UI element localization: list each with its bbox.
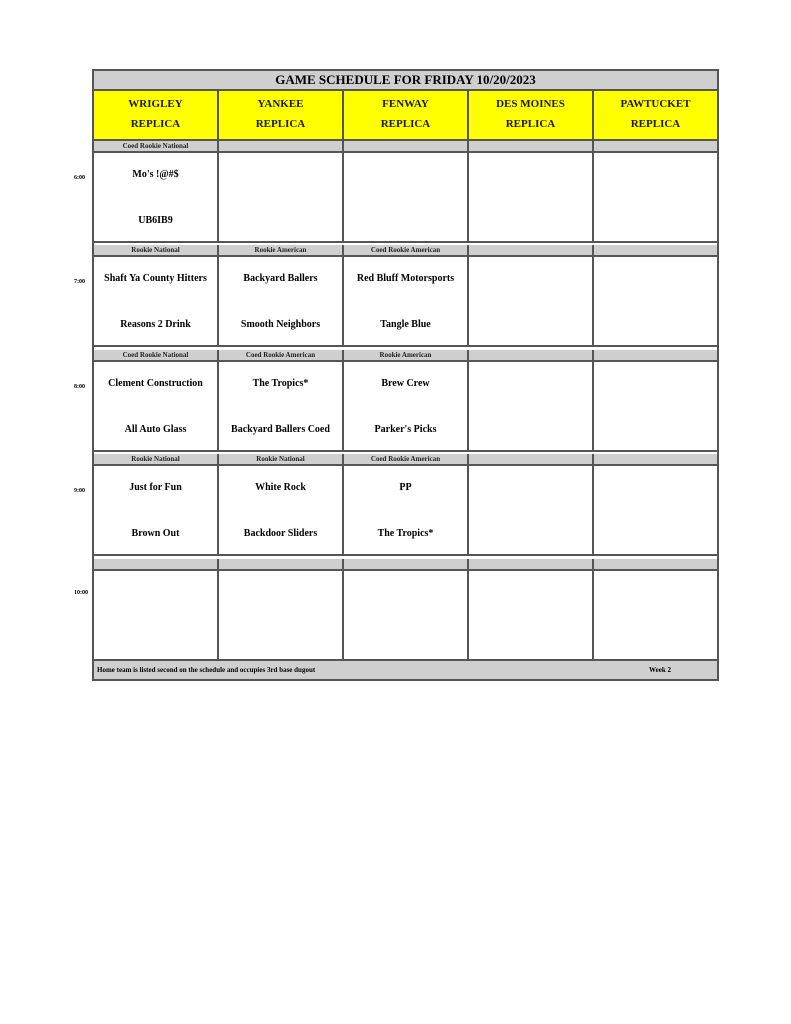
- division-label: [219, 559, 344, 569]
- away-team: Just for Fun: [129, 482, 182, 493]
- field-name: YANKEE: [257, 98, 304, 110]
- game-cell: [344, 257, 469, 345]
- division-label: [594, 141, 717, 151]
- division-row: [94, 559, 717, 571]
- field-sub: REPLICA: [130, 118, 181, 130]
- division-row: [94, 141, 717, 153]
- home-team: Reasons 2 Drink: [120, 319, 191, 330]
- away-team: The Tropics*: [252, 378, 309, 389]
- game-cell: [219, 466, 344, 554]
- game-cell: [469, 466, 594, 554]
- division-label: [469, 454, 594, 464]
- division-row: [94, 245, 717, 257]
- field-name: FENWAY: [382, 98, 429, 110]
- division-row: [94, 350, 717, 362]
- away-team: Brew Crew: [381, 378, 430, 389]
- time-label: 7:00: [74, 279, 85, 285]
- game-cell: [344, 153, 469, 241]
- game-cell: [219, 257, 344, 345]
- division-label: [594, 454, 717, 464]
- time-slot-block: [94, 454, 717, 556]
- home-team: Brown Out: [131, 528, 180, 539]
- division-label: [469, 350, 594, 360]
- game-row: [94, 466, 717, 556]
- game-cell: [469, 571, 594, 659]
- division-label: Rookie National: [219, 454, 344, 464]
- field-name: WRIGLEY: [128, 98, 183, 110]
- game-row: [94, 257, 717, 347]
- game-cell: [594, 153, 717, 241]
- time-slot-block: [94, 559, 717, 661]
- time-label: 8:00: [74, 384, 85, 390]
- game-cell: [219, 571, 344, 659]
- game-cell: [594, 362, 717, 450]
- field-name: DES MOINES: [496, 98, 565, 110]
- game-row: [94, 571, 717, 661]
- division-label: [594, 350, 717, 360]
- division-label: [344, 141, 469, 151]
- away-team: Shaft Ya County Hitters: [104, 273, 207, 284]
- game-cell: [94, 257, 219, 345]
- game-cell: [344, 362, 469, 450]
- field-header-yankee: [219, 91, 344, 141]
- field-header-wrigley: [94, 91, 219, 141]
- division-label: [94, 559, 219, 569]
- division-label: [469, 141, 594, 151]
- game-cell: [469, 257, 594, 345]
- game-cell: [469, 362, 594, 450]
- division-label: Rookie National: [94, 454, 219, 464]
- division-label: [594, 245, 717, 255]
- home-team: All Auto Glass: [124, 424, 187, 435]
- home-team: Backdoor Sliders: [243, 528, 318, 539]
- away-team: Backyard Ballers: [243, 273, 318, 284]
- field-header-des-moines: [469, 91, 594, 141]
- game-cell: [594, 466, 717, 554]
- home-team: Parker's Picks: [374, 424, 437, 435]
- division-label: Coed Rookie American: [344, 245, 469, 255]
- division-label: [469, 245, 594, 255]
- field-name: PAWTUCKET: [620, 98, 691, 110]
- time-slot-block: [94, 350, 717, 452]
- time-slot-block: [94, 245, 717, 347]
- home-team: Smooth Neighbors: [240, 319, 321, 330]
- away-team: Clement Construction: [108, 378, 203, 389]
- away-team: Red Bluff Motorsports: [356, 273, 455, 284]
- division-row: [94, 454, 717, 466]
- home-team: The Tropics*: [377, 528, 434, 539]
- division-label: Coed Rookie National: [94, 141, 219, 151]
- game-row: [94, 362, 717, 452]
- division-label: Coed Rookie National: [94, 350, 219, 360]
- schedule-footer: [94, 661, 717, 679]
- division-label: Rookie National: [94, 245, 219, 255]
- field-sub: REPLICA: [380, 118, 431, 130]
- game-cell: [344, 571, 469, 659]
- game-cell: [94, 153, 219, 241]
- division-label: [594, 559, 717, 569]
- home-team-note: Home team is listed second on the schedule and occupies 3rd base dugout: [97, 666, 316, 674]
- field-header-pawtucket: [594, 91, 717, 141]
- game-cell: [594, 257, 717, 345]
- division-label: [469, 559, 594, 569]
- division-label: Rookie American: [219, 245, 344, 255]
- division-label: [344, 559, 469, 569]
- division-label: [219, 141, 344, 151]
- division-label: Coed Rookie American: [344, 454, 469, 464]
- schedule-title: GAME SCHEDULE FOR FRIDAY 10/20/2023: [94, 71, 717, 91]
- field-header-fenway: [344, 91, 469, 141]
- away-team: White Rock: [255, 482, 306, 493]
- game-cell: [344, 466, 469, 554]
- week-label: Week 2: [649, 666, 671, 674]
- game-cell: [219, 362, 344, 450]
- away-team: Mo's !@#$: [132, 169, 179, 180]
- time-label: 6:00: [74, 175, 85, 181]
- field-sub: REPLICA: [505, 118, 556, 130]
- home-team: Backyard Ballers Coed: [231, 424, 330, 435]
- game-cell: [594, 571, 717, 659]
- time-label: 10:00: [74, 590, 88, 596]
- home-team: Tangle Blue: [380, 319, 431, 330]
- field-sub: REPLICA: [255, 118, 306, 130]
- game-cell: [94, 571, 219, 659]
- game-cell: [469, 153, 594, 241]
- home-team: UB6IB9: [138, 215, 173, 226]
- away-team: PP: [399, 482, 412, 493]
- division-label: Rookie American: [344, 350, 469, 360]
- field-sub: REPLICA: [630, 118, 681, 130]
- game-cell: [94, 466, 219, 554]
- schedule-table: [92, 69, 719, 681]
- time-label: 9:00: [74, 488, 85, 494]
- game-cell: [94, 362, 219, 450]
- game-row: [94, 153, 717, 243]
- division-label: Coed Rookie American: [219, 350, 344, 360]
- time-slot-block: [94, 141, 717, 243]
- game-cell: [219, 153, 344, 241]
